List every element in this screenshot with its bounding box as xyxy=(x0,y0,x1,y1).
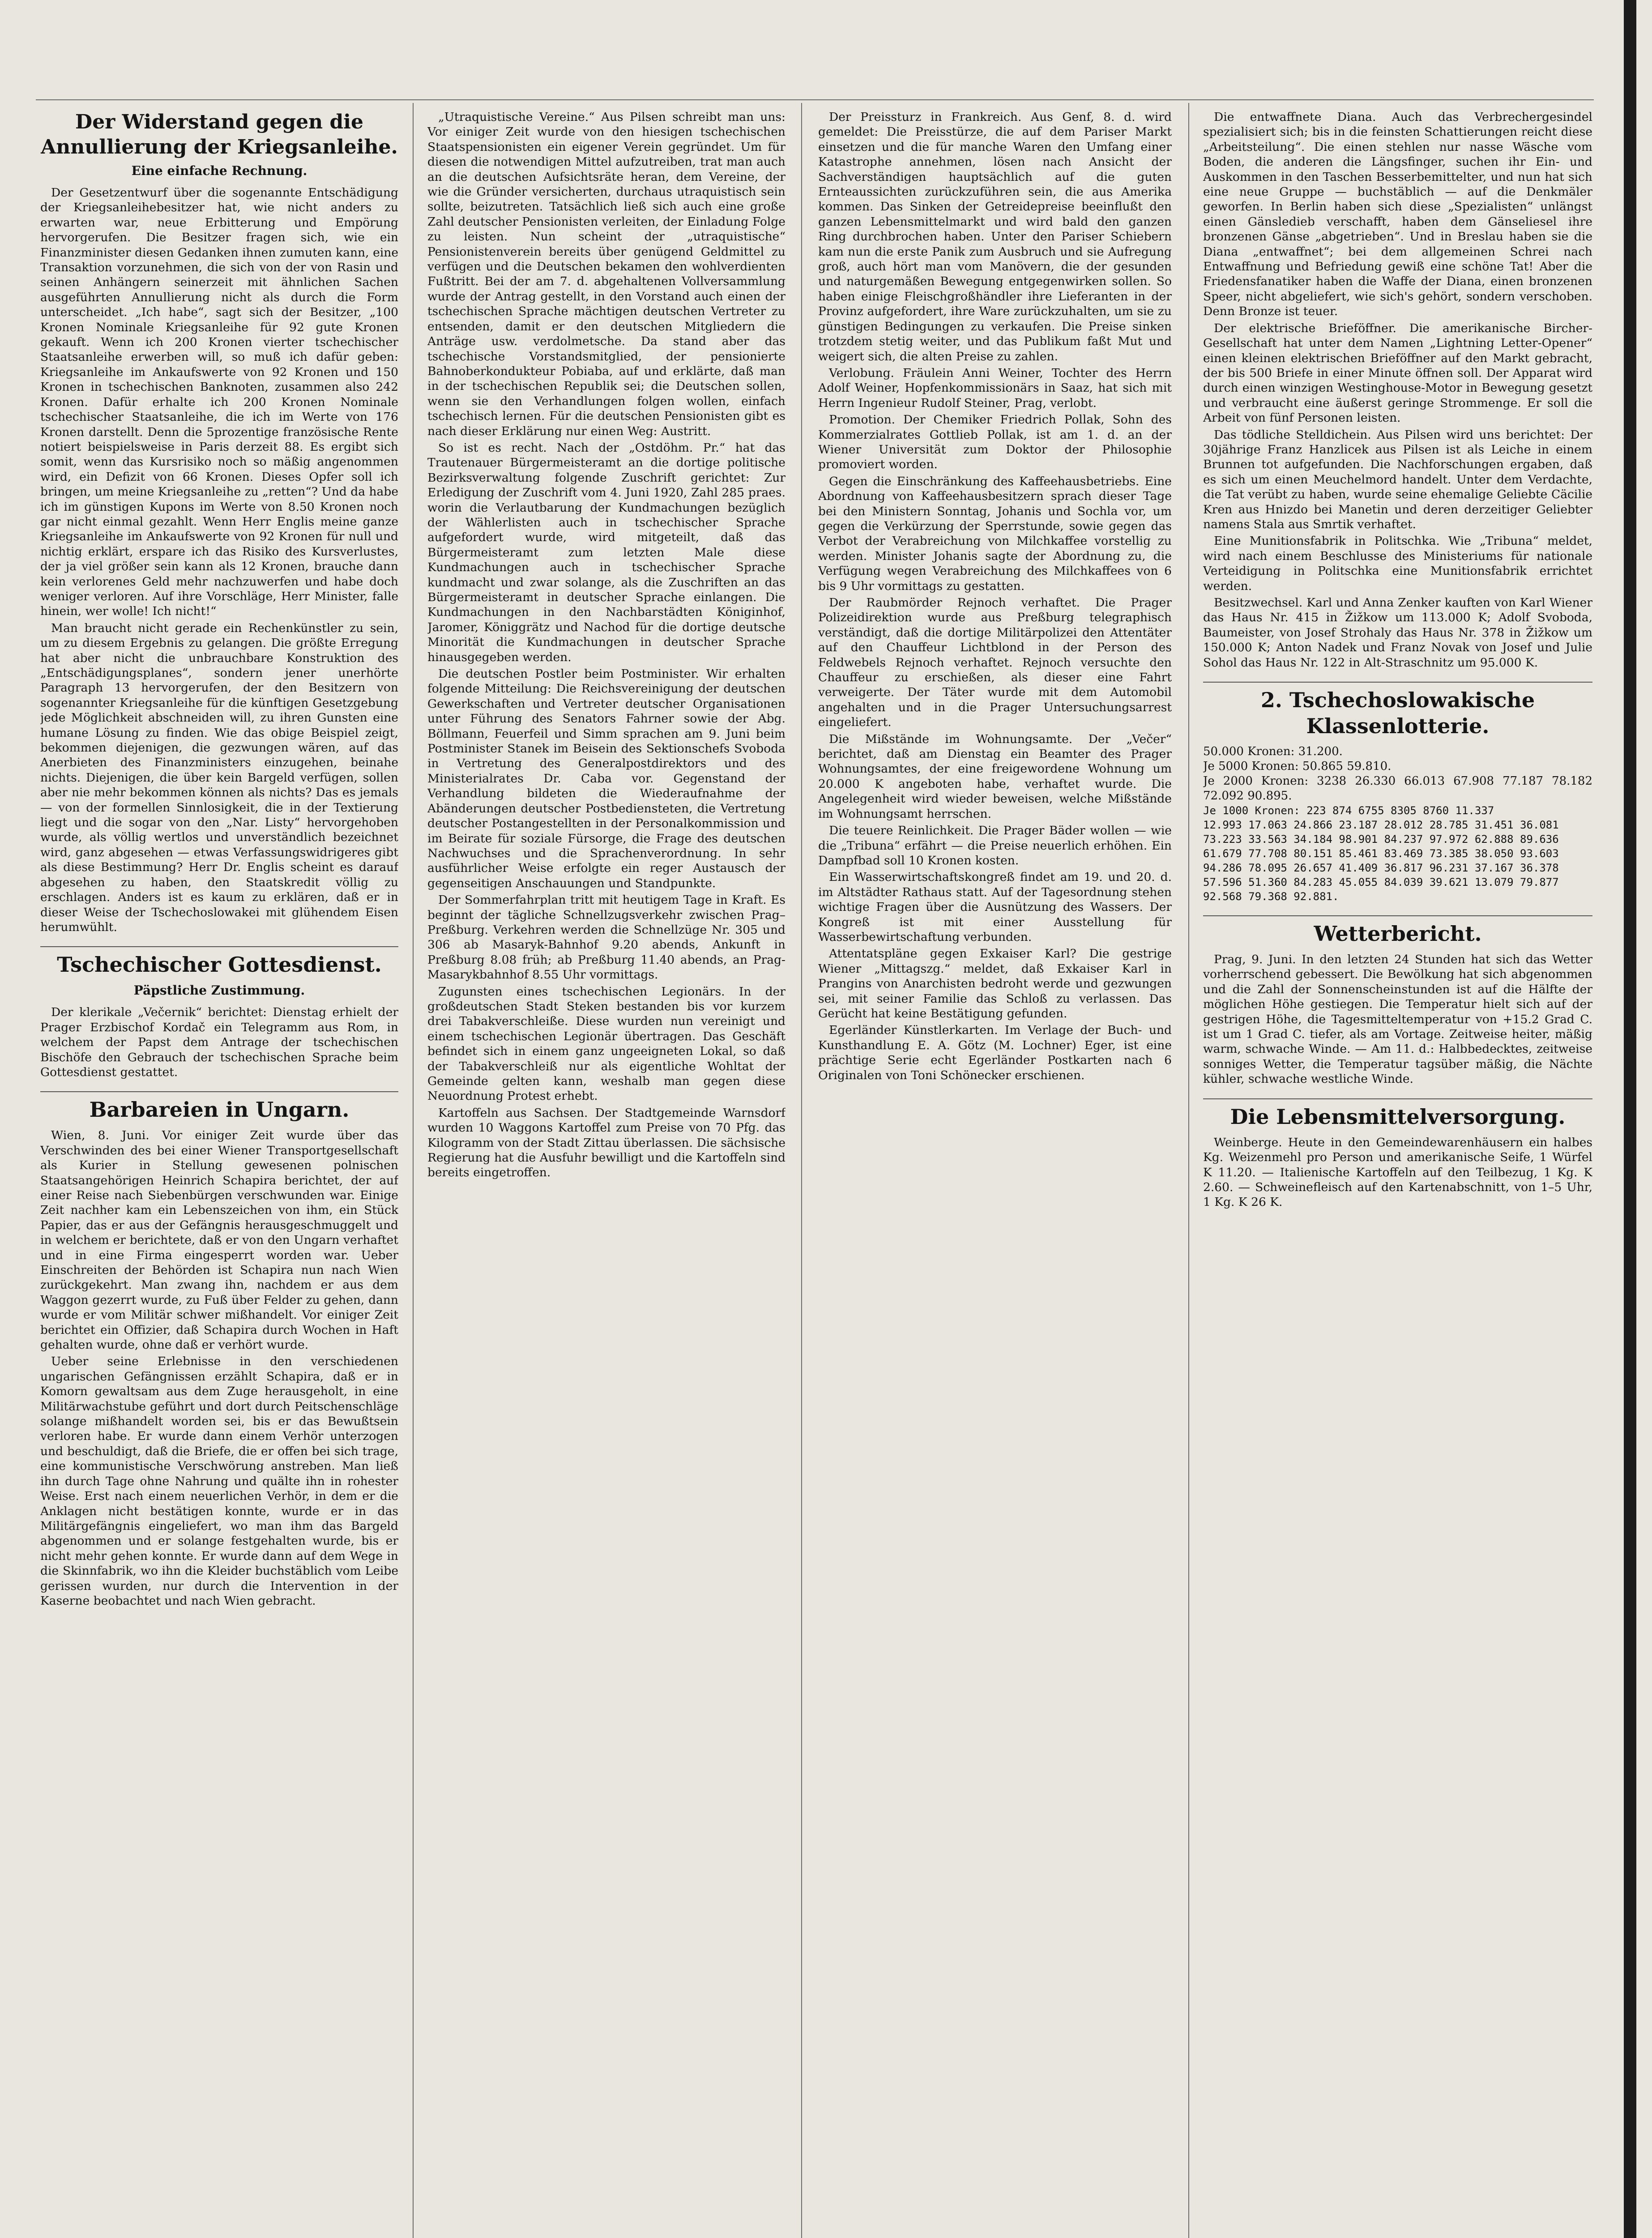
lottery-line: Je 1000 Kronen: 223 874 6755 8305 8760 11.337 xyxy=(1203,804,1494,817)
weather-report: Prag, 9. Juni. In den letzten 24 Stunden hat sich das Wetter vorherrschend gebessert. Die Bewölkung hat sich abgenommen und die Zahl der Sonnenscheinstunden ist auf die Hälfte der möglichen Höhe gestiegen. Die Temperatur hielt sich auf der gestrigen Höhe, die Tagesmitteltemperatur von +15.2 Grad C. ist um 1 Grad C. tiefer, als am Vortage. Zeitweise heiter, mäßig warm, schwache Winde. — Am 11. d.: Halbbedecktes, zeitweise sonniges Wetter, die Temperatur tagsüber mäßig, die Nächte kühler, schwache westliche Winde. xyxy=(1203,952,1592,1086)
article-headline: Barbareien in Ungarn. xyxy=(40,1091,398,1123)
paragraph: Zugunsten eines tschechischen Legionärs. In der großdeutschen Stadt Steken bestanden bis vor kurzem drei Tabakverschleiße. Diese wurden nun vereinigt und einem tschechischen Legionär übertragen. Das Geschäft befindet sich in einem ganz ungeeigneten Lokal, so daß der Tabakverschleiß nur als eigentliche Wohltat der Gemeinde gelten kann, weshalb man gegen diese Neuordnung Protest erhebt. xyxy=(427,984,785,1103)
lottery-line: Je 5000 Kronen: 50.865 59.810. xyxy=(1203,760,1392,773)
column-3 xyxy=(818,110,1172,2238)
paragraph: Die Mißstände im Wohnungsamte. Der „Večer“ berichtet, daß am Dienstag ein Beamter des Prager Wohnungsamtes, der eine freigewordene Wohnung um 20.000 K angeboten habe, verhaftet wurde. Die Angelegenheit wird wieder beweisen, welche Mißstände im Wohnungsamt herrschen. xyxy=(818,732,1172,821)
column-4 xyxy=(1203,110,1592,2238)
article-subheadline: Eine einfache Rechnung. xyxy=(131,163,307,178)
food-report: Weinberge. Heute in den Gemeindewarenhäusern ein halbes Kg. Weizenmehl pro Person und amerikanische Seife, 1 Würfel K 11.20. — Italienische Kartoffeln auf den Teilbezug, 1 Kg. K 2.60. — Schweinefleisch auf den Kartenabschnitt, von 1–5 Uhr, 1 Kg. K 26 K. xyxy=(1203,1135,1592,1209)
lottery-line: Je 2000 Kronen: 3238 26.330 66.013 67.908 77.187 78.182 72.092 90.895. xyxy=(1203,774,1592,803)
paragraph: Der elektrische Brieföffner. Die amerikanische Bircher-Gesellschaft hat unter dem Namen „Lightning Letter-Opener“ einen kleinen elektrischen Brieföffner auf den Markt gebracht, der bis 500 Briefe in einer Minute öffnen soll. Der Apparat wird durch einen winzigen Westinghouse-Motor in Bewegung gesetzt und verbraucht eine äußerst geringe Strommenge. Er soll die Arbeit von fünf Personen leisten. xyxy=(1203,321,1592,425)
lottery-line: 61.679 77.708 80.151 85.461 83.469 73.385 38.050 93.603 xyxy=(1203,847,1559,860)
weather-headline: Wetterbericht. xyxy=(1203,915,1592,947)
lottery-line: 57.596 51.360 84.283 45.055 84.039 39.621 13.079 79.877 xyxy=(1203,876,1559,889)
paragraph: Der Gesetzentwurf über die sogenannte Entschädigung der Kriegsanleihebesitzer hat, wie nicht anders zu erwarten war, neue Erbitterung und Empörung hervorgerufen. Die Besitzer fragen sich, wie ein Finanzminister diesen Gedanken ihnen zumuten kann, eine Transaktion vorzunehmen, die sich von der von Rasin und seinen Anhängern seinerzeit mit ähnlichen Sachen ausgeführten Annullierung nicht als durch die Form unterscheidet. „Ich habe“, sagt sich der Besitzer, „100 Kronen Nominale Kriegsanleihe für 92 gute Kronen gekauft. Wenn ich 200 Kronen vierter tschechischer Staatsanleihe erwerben will, so muß ich dafür geben: Kriegsanleihe im Ankaufswerte von 92 Kronen und 150 Kronen in tschechischen Banknoten, zusammen also 242 Kronen. Dafür erhalte ich 200 Kronen Nominale tschechischer Staatsanleihe, die ich im Werte von 176 Kronen darstellt. Denn die 5prozentige französische Rente notiert beispielsweise in Paris derzeit 88. Es ergibt sich somit, wenn das Kursrisiko noch so mäßig angenommen wird, ein Defizit von 66 Kronen. Dieses Opfer soll ich bringen, um meine Kriegsanleihe zu „retten“? Und da habe ich im günstigen Kupons im Werte von 8.50 Kronen noch gar nicht einmal gezahlt. Wenn Herr Englis meine ganze Kriegsanleihe im Ankaufswerte von 92 Kronen für null und nichtig erklärt, erspare ich das Risiko des Kursverlustes, der ja viel größer sein kann als 12 Kronen, brauche dann kein verlorenes Geld mehr nachzuwerfen und habe doch weniger verloren. Auf ihre Vorschläge, Herr Minister, falle hinein, wer wolle! Ich nicht!“ xyxy=(40,186,398,619)
paragraph: Ein Wasserwirtschaftskongreß findet am 19. und 20. d. im Altstädter Rathaus statt. Auf der Tagesordnung stehen wichtige Fragen über die Ausnützung des Wassers. Der Kongreß ist mit einer Ausstellung für Wasserbewirtschaftung verbunden. xyxy=(818,870,1172,944)
article-headline: Tschechischer Gottesdienst. xyxy=(40,946,398,978)
column-rule xyxy=(1188,103,1189,2238)
top-rule xyxy=(36,99,1594,100)
paragraph: Man braucht nicht gerade ein Rechenkünstler zu sein, um zu diesem Ergebnis zu gelangen. Die größte Erregung hat aber nicht die unbrauchbare Konstruktion des „Entschädigungsplanes“, sondern jener unerhörte Paragraph 13 hervorgerufen, der den Besitzern von sogenannter Kriegsanleihe für die künftigen Gesetzgebung jede Möglichkeit abschneiden will, zu ihren Gunsten eine humane Lösung zu finden. Wie das obige Beispiel zeigt, bekommen diejenigen, die gezwungen wären, auf das Anerbieten des Finanzministers einzugehen, beinahe nichts. Diejenigen, die über kein Bargeld verfügen, sollen aber nie mehr bekommen können als nichts? Das es jemals — von der formellen Sinnlosigkeit, die in der Textierung liegt und die sogar von den „Nar. Listy“ hervorgehoben wurde, als völlig wertlos und unverständlich bezeichnet wird, ganz abgesehen — etwas Verfassungswidrigeres gibt als diese Bestimmung? Herr Dr. Englis scheint es darauf abgesehen zu haben, den Staatskredit völlig zu erschlagen. Anders ist es kaum zu erklären, daß er in dieser Weise der Tschechoslowakei mit glühendem Eisen herumwühlt. xyxy=(40,621,398,934)
paragraph: Wien, 8. Juni. Vor einiger Zeit wurde über das Verschwinden des bei einer Wiener Transportgesellschaft als Kurier in Stellung gewesenen polnischen Staatsangehörigen Heinrich Schapira berichtet, der auf einer Reise nach Siebenbürgen verschwunden war. Einige Zeit nachher kam ein Lebenszeichen von ihm, ein Stück Papier, das er aus der Gefängnis herausgeschmuggelt und in welchem er berichtete, daß er von den Ungarn verhaftet und in eine Firma eingesperrt worden war. Ueber Einschreiten der Behörden ist Schapira nun nach Wien zurückgekehrt. Man zwang ihn, nachdem er aus dem Waggon gezerrt wurde, zu Fuß über Felder zu gehen, dann wurde er vom Militär schwer mißhandelt. Vor einiger Zeit berichtet ein Offizier, daß Schapira durch Wochen in Haft gehalten wurde, ohne daß er verhört wurde. xyxy=(40,1128,398,1352)
paragraph: Kartoffeln aus Sachsen. Der Stadtgemeinde Warnsdorf wurden 10 Waggons Kartoffel zum Preise von 70 Pfg. das Kilogramm von der Stadt Zittau überlassen. Die sächsische Regierung hat die Ausfuhr bewilligt und die Kartoffeln sind bereits eingetroffen. xyxy=(427,1106,785,1180)
paragraph: Der klerikale „Večernik“ berichtet: Dienstag erhielt der Prager Erzbischof Kordač ein Telegramm aus Rom, in welchem der Papst dem Antrage der tschechischen Bischöfe den Gebrauch der tschechischen Sprache beim Gottesdienst gestattet. xyxy=(40,1005,398,1079)
column-rule xyxy=(801,103,802,2238)
paragraph: Die entwaffnete Diana. Auch das Verbrechergesindel spezialisiert sich; bis in die feinsten Schattierungen reicht diese „Arbeitsteilung“. Die einen stehlen nur nasse Wäsche vom Boden, die anderen die Längsfinger, suchen ihr Ein- und Auskommen in den Taschen Besserbemittelter, und nun hat sich eine neue Gruppe — buchstäblich — auf die Denkmäler geworfen. In Berlin haben sich diese „Spezialisten“ unlängst einen Gänsledieb verschafft, haben dem Gänseliesel ihre bronzenen Gänse „abgetrieben“. Und in Breslau haben sie die Diana „entwaffnet“; bei dem allgemeinen Schrei nach Entwaffnung und Befriedung gewiß eine schöne Tat! Aber die Friedensfanatiker haben die Waffe der Diana, einen bronzenen Speer, nicht abgeliefert, wie sich's gehört, sondern verschoben. Denn Bronze ist teuer. xyxy=(1203,110,1592,319)
paragraph: Gegen die Einschränkung des Kaffeehausbetriebs. Eine Abordnung von Kaffeehausbesitzern sprach dieser Tage bei den Ministern Sonntag, Johanis und Sochla vor, um gegen die Verkürzung der Sperrstunde, sowie gegen das Verbot der Verabreichung von Milchkaffee vorstellig zu werden. Minister Johanis sagte der Abordnung zu, die Verfügung wegen Verabreichung des Milchkaffees von 6 bis 9 Uhr vormittags zu gestatten. xyxy=(818,474,1172,593)
page-edge xyxy=(1624,0,1636,2238)
lottery-line: 50.000 Kronen: 31.200. xyxy=(1203,745,1343,759)
lottery-line: 92.568 79.368 92.881. xyxy=(1203,890,1339,903)
paragraph: Verlobung. Fräulein Anni Weiner, Tochter des Herrn Adolf Weiner, Hopfenkommissionärs in Saaz, hat sich mit Herrn Ingenieur Rudolf Steiner, Prag, verlobt. xyxy=(818,366,1172,410)
lottery-line: 73.223 33.563 34.184 98.901 84.237 97.972 62.888 89.636 xyxy=(1203,833,1559,846)
paragraph: Attentatspläne gegen Exkaiser Karl? Die gestrige Wiener „Mittagszg.“ meldet, daß Exkaiser Karl in Prangins von Anarchisten bedroht werde und gezwungen sei, mit seiner Familie das Schloß zu verlassen. Das Gerücht hat keine Bestätigung gefunden. xyxy=(818,947,1172,1021)
column-1 xyxy=(40,110,398,2238)
article-subheadline: Päpstliche Zustimmung. xyxy=(133,983,305,998)
paragraph: Egerländer Künstlerkarten. Im Verlage der Buch- und Kunsthandlung E. A. Götz (M. Lochner) Eger, ist eine prächtige Serie echt Egerländer Postkarten nach 6 Originalen von Toni Schönecker erschienen. xyxy=(818,1023,1172,1082)
column-2 xyxy=(427,110,785,2238)
paragraph: So ist es recht. Nach der „Ostdöhm. Pr.“ hat das Trautenauer Bürgermeisteramt an die dortige politische Bezirksverwaltung folgende Zuschrift gerichtet: Zur Erledigung der Zuschrift vom 4. Juni 1920, Zahl 285 praes. worin die Verlautbarung der Kundmachungen bezüglich der Wählerlisten auch in tschechischer Sprache aufgefordert wurde, wird mitgeteilt, daß das Bürgermeisteramt zum letzten Male diese Kundmachungen auch in tschechischer Sprache kundmacht und zwar solange, als die Zuschriften an das Bürgermeisteramt in deutscher Sprache einlangen. Die Kundmachungen in den Nachbarstädten Königinhof, Jaromer, Königgrätz und Nachod für die dortige deutsche Minorität die Kundmachungen in deutscher Sprache hinausgegeben werden. xyxy=(427,440,785,664)
paragraph: Der Sommerfahrplan tritt mit heutigem Tage in Kraft. Es beginnt der tägliche Schnellzugsverkehr zwischen Prag–Preßburg. Verkehren werden die Schnellzüge Nr. 305 und 306 ab Masaryk-Bahnhof 9.20 abends, Ankunft in Preßburg 8.08 früh; ab Preßburg 11.40 abends, an Prag-Masarykbahnhof 8.55 Uhr vormittags. xyxy=(427,893,785,982)
paragraph: Promotion. Der Chemiker Friedrich Pollak, Sohn des Kommerzialrates Gottlieb Pollak, ist am 1. d. an der Wiener Universität zum Doktor der Philosophie promoviert worden. xyxy=(818,413,1172,472)
lottery-line: 94.286 78.095 26.657 41.409 36.817 96.231 37.167 36.378 xyxy=(1203,862,1559,875)
paragraph: Der Raubmörder Rejnoch verhaftet. Die Prager Polizeidirektion wurde aus Preßburg telegraphisch verständigt, daß die dortige Militärpolizei den Attentäter auf den Chauffeur Lichtblond in der Person des Feldwebels Rejnoch verhaftet. Rejnoch versuchte den Chauffeur zu erschießen, als dieser eine Fahrt verweigerte. Der Täter wurde mit dem Automobil angehalten und in die Prager Untersuchungsarrest eingeliefert. xyxy=(818,596,1172,730)
paragraph: Besitzwechsel. Karl und Anna Zenker kauften von Karl Wiener das Haus Nr. 415 in Žižkow um 113.000 K; Adolf Svoboda, Baumeister, von Josef Strohaly das Haus Nr. 378 in Žižkow um 150.000 K; Anton Nadek und Franz Novak von Josef und Julie Sohol das Haus Nr. 122 in Alt-Straschnitz um 95.000 K. xyxy=(1203,596,1592,670)
paragraph: „Utraquistische Vereine.“ Aus Pilsen schreibt man uns: Vor einiger Zeit wurde von den hiesigen tschechischen Staatspensionisten ein eigener Verein gegründet. Um für diesen die notwendigen Mittel aufzutreiben, trat man auch an die deutschen Aufsichtsräte heran, dem Vereine, der wie die Gründer versicherten, durchaus utraquistisch sein sollte, beizutreten. Tatsächlich ließ sich auch eine große Zahl deutscher Pensionisten verleiten, der Einladung Folge zu leisten. Nun scheint der „utraquistische“ Pensionistenverein bereits über genügend Geldmittel zu verfügen und die Deutschen bekamen den wohlverdienten Fußtritt. Bei der am 7. d. abgehaltenen Vollversammlung wurde der Antrag gestellt, in den Vorstand auch einen der tschechischen Sprache mächtigen deutschen Vertreter zu entsenden, damit er den deutschen Mitgliedern die Anträge usw. verdolmetsche. Da stand aber das tschechische Vorstandsmitglied, der pensionierte Bahnoberkondukteur Pobiaba, auf und erklärte, daß man in der tschechischen Republik sei; die Deutschen sollen, wenn sie den Verhandlungen folgen wollen, einfach tschechisch lernen. Für die deutschen Pensionisten gibt es nach dieser Erklärung nur einen Weg: Austritt. xyxy=(427,110,785,438)
paragraph: Das tödliche Stelldichein. Aus Pilsen wird uns berichtet: Der 30jährige Franz Hanzlicek aus Pilsen ist als Leiche in einem Brunnen tot aufgefunden. Die Nachforschungen ergaben, daß es sich um einen Meuchelmord handelt. Unter dem Verdachte, die Tat verübt zu haben, wurde seine ehemalige Geliebte Cäcilie Kren aus Hnizdo bei Manetin und deren derzeitiger Geliebter namens Stala aus Smrtik verhaftet. xyxy=(1203,427,1592,531)
paragraph: Die deutschen Postler beim Postminister. Wir erhalten folgende Mitteilung: Die Reichsvereinigung der deutschen Gewerkschaften und Vertreter deutscher Organisationen unter Führung des Senators Fahrner sowie der Abg. Böllmann, Feuerfeil und Simm sprachen am 9. Juni beim Postminister Stanek im Beisein des Sektionschefs Svoboda in Vertretung des Generalpostdirektors und des Ministerialrates Dr. Caba vor. Gegenstand der Verhandlung bildeten die Wiederaufnahme der Abänderungen deutscher Postbediensteten, die Vertretung deutscher Postangestellten in der Personalkommission und im Beirate für soziale Fürsorge, die Frage des deutschen Nachwuchses und die Sprachenverordnung. In sehr ausführlicher Weise erfolgte ein reger Austausch der gegenseitigen Anschauungen und Standpunkte. xyxy=(427,667,785,890)
lottery-headline: 2. Tschechoslowakische Klassenlotterie. xyxy=(1203,682,1592,739)
article-headline: Der Widerstand gegen die Annullierung der Kriegsanleihe. xyxy=(41,111,398,158)
lottery-line: 12.993 17.063 24.866 23.187 28.012 28.785 31.451 36.081 xyxy=(1203,819,1559,832)
paragraph: Die teuere Reinlichkeit. Die Prager Bäder wollen — wie die „Tribuna“ erfährt — die Preise neuerlich erhöhen. Ein Dampfbad soll 10 Kronen kosten. xyxy=(818,824,1172,867)
paragraph: Eine Munitionsfabrik in Politschka. Wie „Tribuna“ meldet, wird nach einem Beschlusse des Ministeriums für nationale Verteidigung in Politschka eine Munitionsfabrik errichtet werden. xyxy=(1203,534,1592,593)
paragraph: Ueber seine Erlebnisse in den verschiedenen ungarischen Gefängnissen erzählt Schapira, daß er in Komorn gewaltsam aus dem Zuge herausgeholt, in eine Militärwachstube geführt und dort durch Peitschenschläge solange mißhandelt worden sei, bis er das Bewußtsein verloren habe. Er wurde dann einem Verhör unterzogen und beschuldigt, daß die Briefe, die er offen bei sich trage, eine kommunistische Verschwörung anstreben. Man ließ ihn durch Tage ohne Nahrung und quälte ihn in rohester Weise. Erst nach einem neuerlichen Verhör, in dem er die Anklagen nicht bestätigen konnte, wurde er in das Militärgefängnis eingeliefert, wo man ihm das Bargeld abgenommen und er solange festgehalten wurde, bis er nicht mehr gehen konnte. Er wurde dann auf dem Wege in die Skinnfabrik, wo ihn die Kleider buchstäblich vom Leibe gerissen wurden, nur durch die Intervention in der Kaserne beobachtet und nach Wien gebracht. xyxy=(40,1354,398,1608)
column-rule xyxy=(413,103,414,2238)
food-headline: Die Lebensmittelversorgung. xyxy=(1203,1098,1592,1130)
paragraph: Der Preissturz in Frankreich. Aus Genf, 8. d. wird gemeldet: Die Preisstürze, die auf dem Pariser Markt einsetzen und die für manche Waren den Umfang einer Katastrophe annehmen, lösen nach Ansicht der Sachverständigen hauptsächlich auf die guten Ernteaussichten zurückzuführen sein, die aus Amerika kommen. Das Sinken der Getreidepreise beeinflußt den ganzen Lebensmittelmarkt und wird bald den ganzen Ring durchbrochen haben. Unter den Pariser Schiebern kam nun die erste Panik zum Ausbruch und sie Aufregung groß, auch hört man vom Manövern, die der gesunden und naturgemäßen Bewegung entgegenwirken sollen. So haben einige Fleischgroßhändler ihre Lieferanten in der Provinz aufgefordert, ihre Ware zurückzuhalten, um sie zu günstigen Bedingungen zu verkaufen. Die Preise sinken trotzdem stetig weiter, und das Publikum faßt Mut und weigert sich, die alten Preise zu zahlen. xyxy=(818,110,1172,363)
